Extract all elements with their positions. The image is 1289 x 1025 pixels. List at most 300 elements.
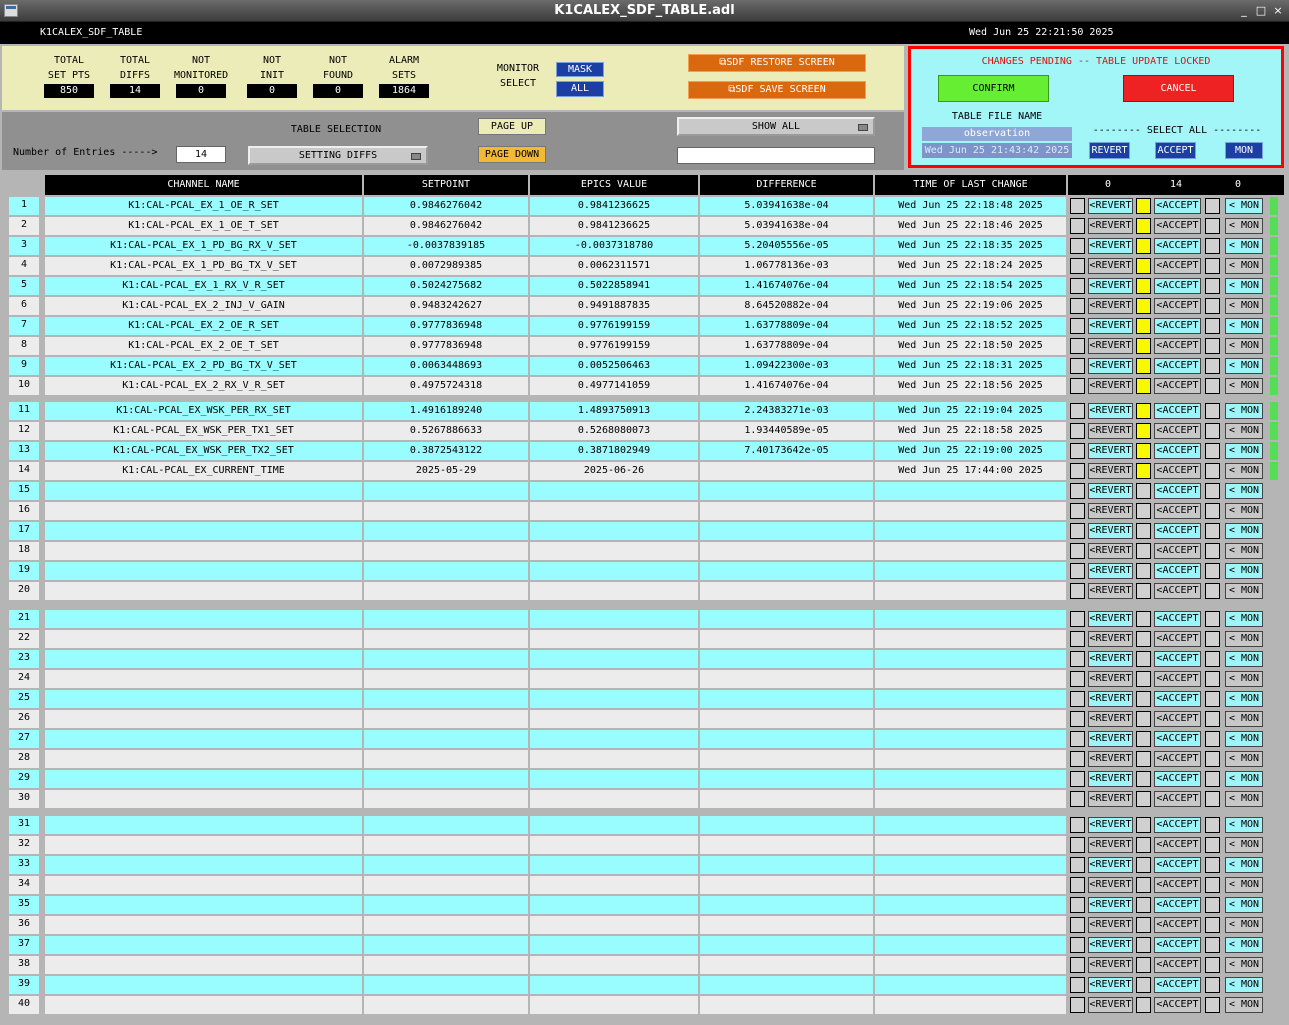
row-number: 35 — [9, 896, 39, 914]
revert-checkbox[interactable] — [1070, 278, 1085, 294]
revert-count: 0 — [1090, 175, 1126, 195]
accept-checkbox[interactable] — [1136, 837, 1151, 853]
row-number: 39 — [9, 976, 39, 994]
accept-button[interactable]: <ACCEPT — [1154, 997, 1201, 1013]
revert-button[interactable]: <REVERT — [1088, 817, 1133, 833]
accept-button[interactable]: <ACCEPT — [1154, 358, 1201, 374]
revert-checkbox[interactable] — [1070, 298, 1085, 314]
accept-checkbox[interactable] — [1136, 583, 1151, 599]
cell-time-last-change — [875, 630, 1066, 648]
mon-checkbox[interactable] — [1205, 403, 1220, 419]
revert-checkbox[interactable] — [1070, 771, 1085, 787]
accept-button[interactable]: <ACCEPT — [1154, 443, 1201, 459]
accept-checkbox[interactable] — [1136, 751, 1151, 767]
revert-checkbox[interactable] — [1070, 238, 1085, 254]
mon-checkbox[interactable] — [1205, 318, 1220, 334]
revert-checkbox[interactable] — [1070, 198, 1085, 214]
mon-checkbox[interactable] — [1205, 543, 1220, 559]
mon-button[interactable]: < MON — [1225, 751, 1263, 767]
cell-epics-value — [530, 856, 698, 874]
mon-button[interactable]: < MON — [1225, 378, 1263, 394]
accept-button[interactable]: <ACCEPT — [1154, 298, 1201, 314]
minimize-icon[interactable]: _ — [1241, 4, 1247, 17]
revert-checkbox[interactable] — [1070, 378, 1085, 394]
accept-checkbox[interactable] — [1136, 771, 1151, 787]
revert-checkbox[interactable] — [1070, 651, 1085, 667]
accept-button[interactable]: <ACCEPT — [1154, 857, 1201, 873]
mon-checkbox[interactable] — [1205, 837, 1220, 853]
revert-checkbox[interactable] — [1070, 937, 1085, 953]
cell-setpoint — [364, 916, 528, 934]
mon-checkbox[interactable] — [1205, 651, 1220, 667]
accept-checkbox[interactable] — [1136, 877, 1151, 893]
page-up-button[interactable]: PAGE UP — [478, 118, 546, 135]
mon-button[interactable]: < MON — [1225, 817, 1263, 833]
revert-button[interactable]: <REVERT — [1088, 503, 1133, 519]
revert-button[interactable]: <REVERT — [1088, 877, 1133, 893]
accept-checkbox[interactable] — [1136, 711, 1151, 727]
revert-checkbox[interactable] — [1070, 877, 1085, 893]
mon-button[interactable]: < MON — [1225, 358, 1263, 374]
stat-label — [311, 53, 365, 83]
revert-checkbox[interactable] — [1070, 543, 1085, 559]
accept-checkbox[interactable] — [1136, 483, 1151, 499]
revert-checkbox[interactable] — [1070, 563, 1085, 579]
mon-button[interactable]: < MON — [1225, 671, 1263, 687]
accept-checkbox[interactable] — [1136, 503, 1151, 519]
mon-checkbox[interactable] — [1205, 298, 1220, 314]
revert-button[interactable]: <REVERT — [1088, 443, 1133, 459]
revert-button[interactable]: <REVERT — [1088, 611, 1133, 627]
accept-checkbox[interactable] — [1136, 338, 1151, 354]
status-indicator — [1270, 402, 1278, 420]
mon-button[interactable]: < MON — [1225, 218, 1263, 234]
revert-button[interactable]: <REVERT — [1088, 403, 1133, 419]
accept-button[interactable]: <ACCEPT — [1154, 817, 1201, 833]
revert-checkbox[interactable] — [1070, 731, 1085, 747]
row-number: 29 — [9, 770, 39, 788]
accept-button[interactable]: <ACCEPT — [1154, 611, 1201, 627]
mask-button[interactable]: MASK — [556, 62, 604, 77]
revert-button[interactable]: <REVERT — [1088, 671, 1133, 687]
accept-checkbox[interactable] — [1136, 817, 1151, 833]
mon-checkbox[interactable] — [1205, 671, 1220, 687]
revert-checkbox[interactable] — [1070, 318, 1085, 334]
revert-button[interactable]: <REVERT — [1088, 711, 1133, 727]
mon-button[interactable]: < MON — [1225, 258, 1263, 274]
filter-input[interactable] — [677, 147, 875, 164]
accept-button[interactable]: <ACCEPT — [1154, 563, 1201, 579]
mon-button[interactable]: < MON — [1225, 338, 1263, 354]
accept-checkbox[interactable] — [1136, 631, 1151, 647]
revert-checkbox[interactable] — [1070, 817, 1085, 833]
accept-button[interactable]: <ACCEPT — [1154, 523, 1201, 539]
revert-button[interactable]: <REVERT — [1088, 751, 1133, 767]
cell-time-last-change — [875, 542, 1066, 560]
revert-button[interactable]: <REVERT — [1088, 278, 1133, 294]
mon-checkbox[interactable] — [1205, 711, 1220, 727]
mon-checkbox[interactable] — [1205, 917, 1220, 933]
confirm-button[interactable]: CONFIRM — [938, 75, 1049, 102]
accept-button[interactable]: <ACCEPT — [1154, 423, 1201, 439]
accept-button[interactable]: <ACCEPT — [1154, 463, 1201, 479]
cell-setpoint: 0.9846276042 — [364, 217, 528, 235]
all-button[interactable]: ALL — [556, 81, 604, 97]
mon-button[interactable]: < MON — [1225, 318, 1263, 334]
accept-button[interactable]: <ACCEPT — [1154, 731, 1201, 747]
sdf-restore-button[interactable] — [688, 54, 866, 72]
accept-checkbox[interactable] — [1136, 278, 1151, 294]
mon-button[interactable]: < MON — [1225, 917, 1263, 933]
cell-epics-value: 2025-06-26 — [530, 462, 698, 480]
mon-checkbox[interactable] — [1205, 523, 1220, 539]
revert-checkbox[interactable] — [1070, 631, 1085, 647]
cell-setpoint — [364, 610, 528, 628]
accept-checkbox[interactable] — [1136, 691, 1151, 707]
revert-button[interactable]: <REVERT — [1088, 523, 1133, 539]
mon-checkbox[interactable] — [1205, 443, 1220, 459]
revert-button[interactable]: <REVERT — [1088, 897, 1133, 913]
revert-button[interactable]: <REVERT — [1088, 198, 1133, 214]
accept-checkbox[interactable] — [1136, 611, 1151, 627]
mon-button[interactable]: < MON — [1225, 651, 1263, 667]
cell-difference: 1.63778809e-04 — [700, 337, 873, 355]
accept-button[interactable]: <ACCEPT — [1154, 671, 1201, 687]
cell-setpoint: 0.5024275682 — [364, 277, 528, 295]
mon-checkbox[interactable] — [1205, 378, 1220, 394]
mon-checkbox[interactable] — [1205, 583, 1220, 599]
accept-button[interactable]: <ACCEPT — [1154, 897, 1201, 913]
accept-button[interactable]: <ACCEPT — [1154, 218, 1201, 234]
mon-button[interactable]: < MON — [1225, 403, 1263, 419]
mon-button[interactable]: < MON — [1225, 837, 1263, 853]
revert-button[interactable]: <REVERT — [1088, 583, 1133, 599]
mon-button[interactable]: < MON — [1225, 523, 1263, 539]
mon-button[interactable]: < MON — [1225, 238, 1263, 254]
stat-label — [174, 53, 228, 83]
revert-button[interactable]: <REVERT — [1088, 463, 1133, 479]
col-channel-name: CHANNEL NAME — [45, 175, 362, 195]
revert-button[interactable]: <REVERT — [1088, 218, 1133, 234]
revert-button[interactable]: <REVERT — [1088, 338, 1133, 354]
accept-checkbox[interactable] — [1136, 917, 1151, 933]
accept-checkbox[interactable] — [1136, 218, 1151, 234]
mon-button[interactable]: < MON — [1225, 791, 1263, 807]
cell-epics-value — [530, 956, 698, 974]
revert-checkbox[interactable] — [1070, 611, 1085, 627]
accept-checkbox[interactable] — [1136, 977, 1151, 993]
mon-button[interactable]: < MON — [1225, 937, 1263, 953]
accept-button[interactable]: <ACCEPT — [1154, 917, 1201, 933]
accept-button[interactable]: <ACCEPT — [1154, 238, 1201, 254]
mon-checkbox[interactable] — [1205, 937, 1220, 953]
revert-button[interactable]: <REVERT — [1088, 997, 1133, 1013]
mon-button[interactable]: < MON — [1225, 563, 1263, 579]
revert-checkbox[interactable] — [1070, 977, 1085, 993]
revert-button[interactable]: <REVERT — [1088, 258, 1133, 274]
accept-all-button[interactable]: ACCEPT — [1155, 142, 1196, 159]
accept-checkbox[interactable] — [1136, 198, 1151, 214]
accept-button[interactable]: <ACCEPT — [1154, 378, 1201, 394]
accept-checkbox[interactable] — [1136, 463, 1151, 479]
revert-button[interactable]: <REVERT — [1088, 423, 1133, 439]
mon-checkbox[interactable] — [1205, 957, 1220, 973]
mon-checkbox[interactable] — [1205, 751, 1220, 767]
mon-checkbox[interactable] — [1205, 897, 1220, 913]
mon-checkbox[interactable] — [1205, 258, 1220, 274]
cell-setpoint — [364, 770, 528, 788]
mon-button[interactable]: < MON — [1225, 443, 1263, 459]
revert-button[interactable]: <REVERT — [1088, 857, 1133, 873]
mon-checkbox[interactable] — [1205, 631, 1220, 647]
accept-button[interactable]: <ACCEPT — [1154, 318, 1201, 334]
row-number: 25 — [9, 690, 39, 708]
revert-button[interactable]: <REVERT — [1088, 731, 1133, 747]
revert-checkbox[interactable] — [1070, 583, 1085, 599]
mon-checkbox[interactable] — [1205, 997, 1220, 1013]
mon-button[interactable]: < MON — [1225, 463, 1263, 479]
cell-channel-name — [45, 690, 362, 708]
mon-checkbox[interactable] — [1205, 771, 1220, 787]
accept-checkbox[interactable] — [1136, 358, 1151, 374]
mon-all-button[interactable]: MON — [1225, 142, 1263, 159]
revert-button[interactable]: <REVERT — [1088, 378, 1133, 394]
mon-checkbox[interactable] — [1205, 483, 1220, 499]
accept-button[interactable]: <ACCEPT — [1154, 483, 1201, 499]
revert-checkbox[interactable] — [1070, 358, 1085, 374]
cell-setpoint — [364, 996, 528, 1014]
accept-checkbox[interactable] — [1136, 258, 1151, 274]
accept-checkbox[interactable] — [1136, 378, 1151, 394]
accept-button[interactable]: <ACCEPT — [1154, 937, 1201, 953]
cell-epics-value — [530, 976, 698, 994]
page-down-button[interactable]: PAGE DOWN — [478, 146, 546, 163]
accept-button[interactable]: <ACCEPT — [1154, 631, 1201, 647]
mon-button[interactable]: < MON — [1225, 631, 1263, 647]
revert-button[interactable]: <REVERT — [1088, 483, 1133, 499]
row-number: 30 — [9, 790, 39, 808]
accept-checkbox[interactable] — [1136, 423, 1151, 439]
revert-button[interactable]: <REVERT — [1088, 238, 1133, 254]
mon-button[interactable]: < MON — [1225, 483, 1263, 499]
row-number: 6 — [9, 297, 39, 315]
mon-checkbox[interactable] — [1205, 857, 1220, 873]
accept-button[interactable]: <ACCEPT — [1154, 278, 1201, 294]
mon-checkbox[interactable] — [1205, 611, 1220, 627]
accept-checkbox[interactable] — [1136, 563, 1151, 579]
mon-button[interactable]: < MON — [1225, 691, 1263, 707]
accept-checkbox[interactable] — [1136, 403, 1151, 419]
status-indicator — [1270, 277, 1278, 295]
cell-setpoint: 0.0072989385 — [364, 257, 528, 275]
mon-button[interactable]: < MON — [1225, 278, 1263, 294]
cancel-button[interactable]: CANCEL — [1123, 75, 1234, 102]
accept-button[interactable]: <ACCEPT — [1154, 877, 1201, 893]
revert-button[interactable]: <REVERT — [1088, 318, 1133, 334]
revert-checkbox[interactable] — [1070, 503, 1085, 519]
stat-value: 0 — [313, 84, 363, 98]
accept-button[interactable]: <ACCEPT — [1154, 258, 1201, 274]
cell-time-last-change: Wed Jun 25 22:18:24 2025 — [875, 257, 1066, 275]
mon-checkbox[interactable] — [1205, 817, 1220, 833]
revert-button[interactable]: <REVERT — [1088, 298, 1133, 314]
accept-button[interactable]: <ACCEPT — [1154, 691, 1201, 707]
cell-difference: 1.63778809e-04 — [700, 317, 873, 335]
revert-button[interactable]: <REVERT — [1088, 977, 1133, 993]
revert-all-button[interactable]: REVERT — [1089, 142, 1130, 159]
mon-checkbox[interactable] — [1205, 358, 1220, 374]
accept-checkbox[interactable] — [1136, 238, 1151, 254]
mon-button[interactable]: < MON — [1225, 503, 1263, 519]
accept-button[interactable]: <ACCEPT — [1154, 977, 1201, 993]
mon-button[interactable]: < MON — [1225, 423, 1263, 439]
revert-checkbox[interactable] — [1070, 711, 1085, 727]
row-number: 14 — [9, 462, 39, 480]
revert-button[interactable]: <REVERT — [1088, 791, 1133, 807]
accept-button[interactable]: <ACCEPT — [1154, 957, 1201, 973]
stat-label — [377, 53, 431, 83]
cell-epics-value: 0.9776199159 — [530, 317, 698, 335]
mon-checkbox[interactable] — [1205, 691, 1220, 707]
mon-button[interactable]: < MON — [1225, 543, 1263, 559]
revert-checkbox[interactable] — [1070, 957, 1085, 973]
accept-checkbox[interactable] — [1136, 857, 1151, 873]
revert-checkbox[interactable] — [1070, 258, 1085, 274]
mon-checkbox[interactable] — [1205, 791, 1220, 807]
accept-checkbox[interactable] — [1136, 957, 1151, 973]
cell-epics-value — [530, 876, 698, 894]
accept-button[interactable]: <ACCEPT — [1154, 338, 1201, 354]
mon-checkbox[interactable] — [1205, 877, 1220, 893]
accept-checkbox[interactable] — [1136, 443, 1151, 459]
accept-button[interactable]: <ACCEPT — [1154, 791, 1201, 807]
mon-checkbox[interactable] — [1205, 731, 1220, 747]
revert-checkbox[interactable] — [1070, 791, 1085, 807]
revert-button[interactable]: <REVERT — [1088, 358, 1133, 374]
revert-checkbox[interactable] — [1070, 218, 1085, 234]
status-indicator — [1270, 337, 1278, 355]
revert-checkbox[interactable] — [1070, 671, 1085, 687]
accept-button[interactable]: <ACCEPT — [1154, 771, 1201, 787]
revert-button[interactable]: <REVERT — [1088, 631, 1133, 647]
stat-label — [245, 53, 299, 83]
cell-difference: 5.20405556e-05 — [700, 237, 873, 255]
accept-checkbox[interactable] — [1136, 298, 1151, 314]
mon-checkbox[interactable] — [1205, 278, 1220, 294]
accept-button[interactable]: <ACCEPT — [1154, 198, 1201, 214]
revert-checkbox[interactable] — [1070, 751, 1085, 767]
mon-checkbox[interactable] — [1205, 238, 1220, 254]
revert-checkbox[interactable] — [1070, 897, 1085, 913]
accept-button[interactable]: <ACCEPT — [1154, 711, 1201, 727]
accept-checkbox[interactable] — [1136, 318, 1151, 334]
accept-button[interactable]: <ACCEPT — [1154, 751, 1201, 767]
mon-button[interactable]: < MON — [1225, 771, 1263, 787]
mon-checkbox[interactable] — [1205, 198, 1220, 214]
mon-button[interactable]: < MON — [1225, 897, 1263, 913]
mon-button[interactable]: < MON — [1225, 298, 1263, 314]
mon-checkbox[interactable] — [1205, 503, 1220, 519]
accept-button[interactable]: <ACCEPT — [1154, 403, 1201, 419]
accept-button[interactable]: <ACCEPT — [1154, 503, 1201, 519]
revert-button[interactable]: <REVERT — [1088, 837, 1133, 853]
mon-checkbox[interactable] — [1205, 463, 1220, 479]
table-selection-dropdown[interactable] — [248, 146, 428, 165]
revert-button[interactable]: <REVERT — [1088, 937, 1133, 953]
revert-checkbox[interactable] — [1070, 997, 1085, 1013]
revert-button[interactable]: <REVERT — [1088, 563, 1133, 579]
accept-button[interactable]: <ACCEPT — [1154, 837, 1201, 853]
accept-checkbox[interactable] — [1136, 543, 1151, 559]
accept-button[interactable]: <ACCEPT — [1154, 543, 1201, 559]
revert-button[interactable]: <REVERT — [1088, 957, 1133, 973]
revert-button[interactable]: <REVERT — [1088, 917, 1133, 933]
accept-checkbox[interactable] — [1136, 997, 1151, 1013]
revert-checkbox[interactable] — [1070, 917, 1085, 933]
accept-checkbox[interactable] — [1136, 523, 1151, 539]
accept-checkbox[interactable] — [1136, 897, 1151, 913]
revert-checkbox[interactable] — [1070, 523, 1085, 539]
cell-epics-value — [530, 730, 698, 748]
revert-checkbox[interactable] — [1070, 338, 1085, 354]
mon-checkbox[interactable] — [1205, 423, 1220, 439]
mon-button[interactable]: < MON — [1225, 857, 1263, 873]
mon-checkbox[interactable] — [1205, 218, 1220, 234]
revert-checkbox[interactable] — [1070, 691, 1085, 707]
revert-button[interactable]: <REVERT — [1088, 771, 1133, 787]
accept-button[interactable]: <ACCEPT — [1154, 651, 1201, 667]
mon-button[interactable]: < MON — [1225, 731, 1263, 747]
cell-epics-value — [530, 710, 698, 728]
row-number: 26 — [9, 710, 39, 728]
accept-button[interactable]: <ACCEPT — [1154, 583, 1201, 599]
revert-checkbox[interactable] — [1070, 837, 1085, 853]
accept-checkbox[interactable] — [1136, 791, 1151, 807]
revert-checkbox[interactable] — [1070, 423, 1085, 439]
revert-button[interactable]: <REVERT — [1088, 651, 1133, 667]
revert-checkbox[interactable] — [1070, 443, 1085, 459]
accept-checkbox[interactable] — [1136, 651, 1151, 667]
mon-button[interactable]: < MON — [1225, 198, 1263, 214]
cell-time-last-change — [875, 856, 1066, 874]
mon-button[interactable]: < MON — [1225, 877, 1263, 893]
show-all-dropdown[interactable] — [677, 117, 875, 136]
mon-checkbox[interactable] — [1205, 338, 1220, 354]
mon-button[interactable]: < MON — [1225, 977, 1263, 993]
revert-checkbox[interactable] — [1070, 857, 1085, 873]
accept-checkbox[interactable] — [1136, 671, 1151, 687]
sdf-save-button[interactable] — [688, 81, 866, 99]
close-icon[interactable]: × — [1273, 4, 1283, 17]
mon-checkbox[interactable] — [1205, 563, 1220, 579]
cell-channel-name: K1:CAL-PCAL_EX_2_INJ_V_GAIN — [45, 297, 362, 315]
mon-button[interactable]: < MON — [1225, 611, 1263, 627]
mon-button[interactable]: < MON — [1225, 957, 1263, 973]
mon-button[interactable]: < MON — [1225, 711, 1263, 727]
revert-button[interactable]: <REVERT — [1088, 543, 1133, 559]
accept-checkbox[interactable] — [1136, 731, 1151, 747]
table-file-date: Wed Jun 25 21:43:42 2025 — [922, 143, 1072, 158]
maximize-icon[interactable]: □ — [1255, 4, 1267, 17]
mon-button[interactable]: < MON — [1225, 997, 1263, 1013]
revert-checkbox[interactable] — [1070, 463, 1085, 479]
revert-button[interactable]: <REVERT — [1088, 691, 1133, 707]
accept-checkbox[interactable] — [1136, 937, 1151, 953]
mon-button[interactable]: < MON — [1225, 583, 1263, 599]
revert-checkbox[interactable] — [1070, 483, 1085, 499]
revert-checkbox[interactable] — [1070, 403, 1085, 419]
mon-checkbox[interactable] — [1205, 977, 1220, 993]
